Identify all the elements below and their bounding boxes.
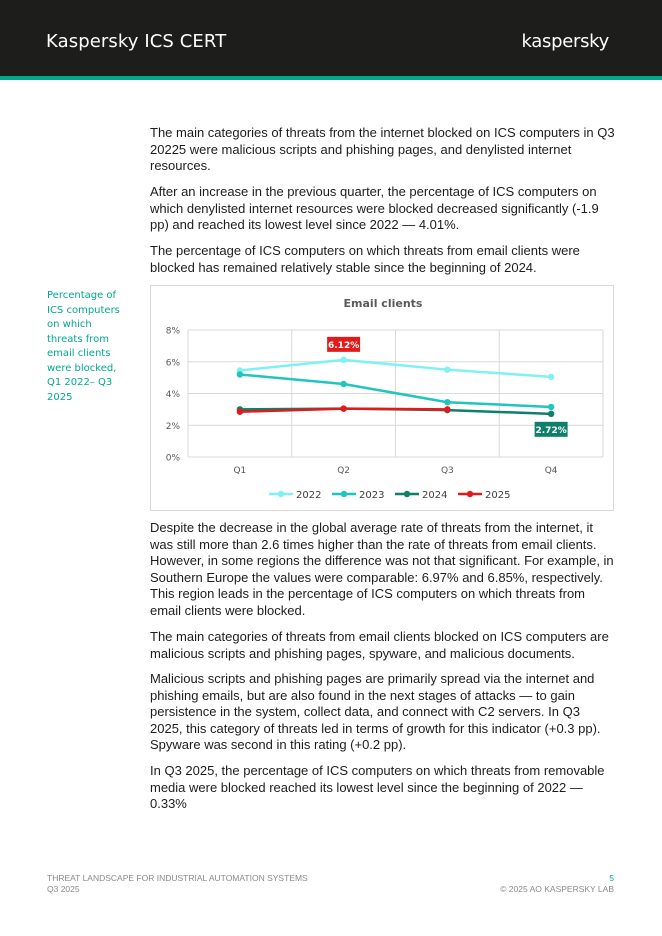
y-tick-label: 0% bbox=[165, 453, 180, 464]
chart-title: Email clients bbox=[343, 297, 423, 310]
data-point-2023 bbox=[444, 399, 450, 405]
paragraph-denylisted-resources: After an increase in the previous quarter, the percentage of ICS computers on which denylisted internet resources were blocked decreased significantly (-1.9 pp) and reached its lowest level since 2022 — 4.01%. bbox=[150, 184, 599, 232]
data-point-2025 bbox=[444, 406, 450, 412]
data-point-2023 bbox=[548, 404, 554, 410]
footer-copyright: © 2025 AO KASPERSKY LAB bbox=[500, 884, 614, 894]
data-label: 6.12% bbox=[328, 340, 360, 351]
page-header bbox=[0, 0, 662, 76]
legend-label-2023: 2023 bbox=[359, 490, 385, 501]
y-tick-label: 2% bbox=[165, 421, 180, 432]
x-tick-label: Q1 bbox=[233, 466, 247, 476]
data-label: 2.72% bbox=[535, 425, 567, 436]
chart-caption: Percentage of ICS computers on which threats from email clients were blocked, Q1 2022– Q3 2025 bbox=[47, 290, 120, 403]
report-brand-title: Kaspersky ICS CERT bbox=[46, 31, 227, 52]
chart-canvas bbox=[151, 286, 615, 512]
footer-period: Q3 2025 bbox=[47, 884, 80, 894]
legend-marker-2025 bbox=[467, 491, 473, 497]
legend-label-2024: 2024 bbox=[422, 490, 448, 501]
legend-marker-2024 bbox=[404, 491, 410, 497]
data-point-2025 bbox=[340, 405, 346, 411]
paragraph-regional-comparison: Despite the decrease in the global average rate of threats from the internet, it was still more than 2.6 times higher than the rate of threats from email clients. However, in some regions the difference was not that significant. For example, in Southern Europe the values were comparable: 6.97% and 6.85%, respectively. This region leads in the percentage of ICS computers on which threats from email clients were blocked. bbox=[150, 520, 614, 618]
data-point-2023 bbox=[340, 381, 346, 387]
x-tick-label: Q3 bbox=[440, 466, 454, 476]
paragraph-removable-media: In Q3 2025, the percentage of ICS computers on which threats from removable media were blocked reached its lowest level since the beginning of 2022 — 0.33% bbox=[150, 763, 605, 811]
kaspersky-logo: kaspersky bbox=[521, 31, 609, 52]
chart-legend bbox=[269, 490, 510, 501]
x-tick-label: Q2 bbox=[337, 466, 351, 476]
paragraph-email-threat-categories: The main categories of threats from email clients blocked on ICS computers are malicious scripts and phishing pages, spyware, and malicious documents. bbox=[150, 629, 609, 661]
legend-marker-2023 bbox=[341, 491, 347, 497]
data-point-2025 bbox=[237, 409, 243, 415]
y-tick-label: 4% bbox=[165, 390, 180, 400]
footer-report-title: THREAT LANDSCAPE FOR INDUSTRIAL AUTOMATION SYSTEMS bbox=[47, 873, 308, 883]
data-point-2022 bbox=[548, 374, 554, 380]
paragraph-email-clients-stable: The percentage of ICS computers on which threats from email clients were blocked has remained relatively stable since the beginning of 2024. bbox=[150, 243, 580, 275]
footer-right bbox=[500, 873, 614, 895]
header-accent-stripe bbox=[0, 76, 662, 80]
legend-label-2025: 2025 bbox=[485, 490, 511, 501]
page-number: 5 bbox=[609, 873, 614, 883]
y-tick-label: 6% bbox=[165, 358, 180, 369]
data-point-2022 bbox=[340, 357, 346, 363]
y-tick-label: 8% bbox=[165, 326, 180, 337]
data-point-2023 bbox=[237, 371, 243, 377]
legend-marker-2022 bbox=[278, 491, 284, 497]
data-point-2024 bbox=[548, 411, 554, 417]
legend-label-2022: 2022 bbox=[296, 490, 322, 501]
data-point-2022 bbox=[444, 366, 450, 372]
footer-left bbox=[47, 873, 308, 895]
email-clients-chart bbox=[150, 285, 614, 511]
paragraph-malicious-scripts: Malicious scripts and phishing pages are primarily spread via the internet and phishing emails, but are also found in the next stages of attacks — to gain persistence in the system, collect data, and connect with C2 servers. In Q3 2025, this category of threats led in terms of growth for this indicator (+0.3 pp). Spyware was second in this rating (+0.2 pp). bbox=[150, 671, 601, 752]
paragraph-internet-threat-categories: The main categories of threats from the internet blocked on ICS computers in Q3 20225 were malicious scripts and phishing pages, and denylisted internet resources. bbox=[150, 125, 615, 173]
x-tick-label: Q4 bbox=[544, 466, 558, 476]
